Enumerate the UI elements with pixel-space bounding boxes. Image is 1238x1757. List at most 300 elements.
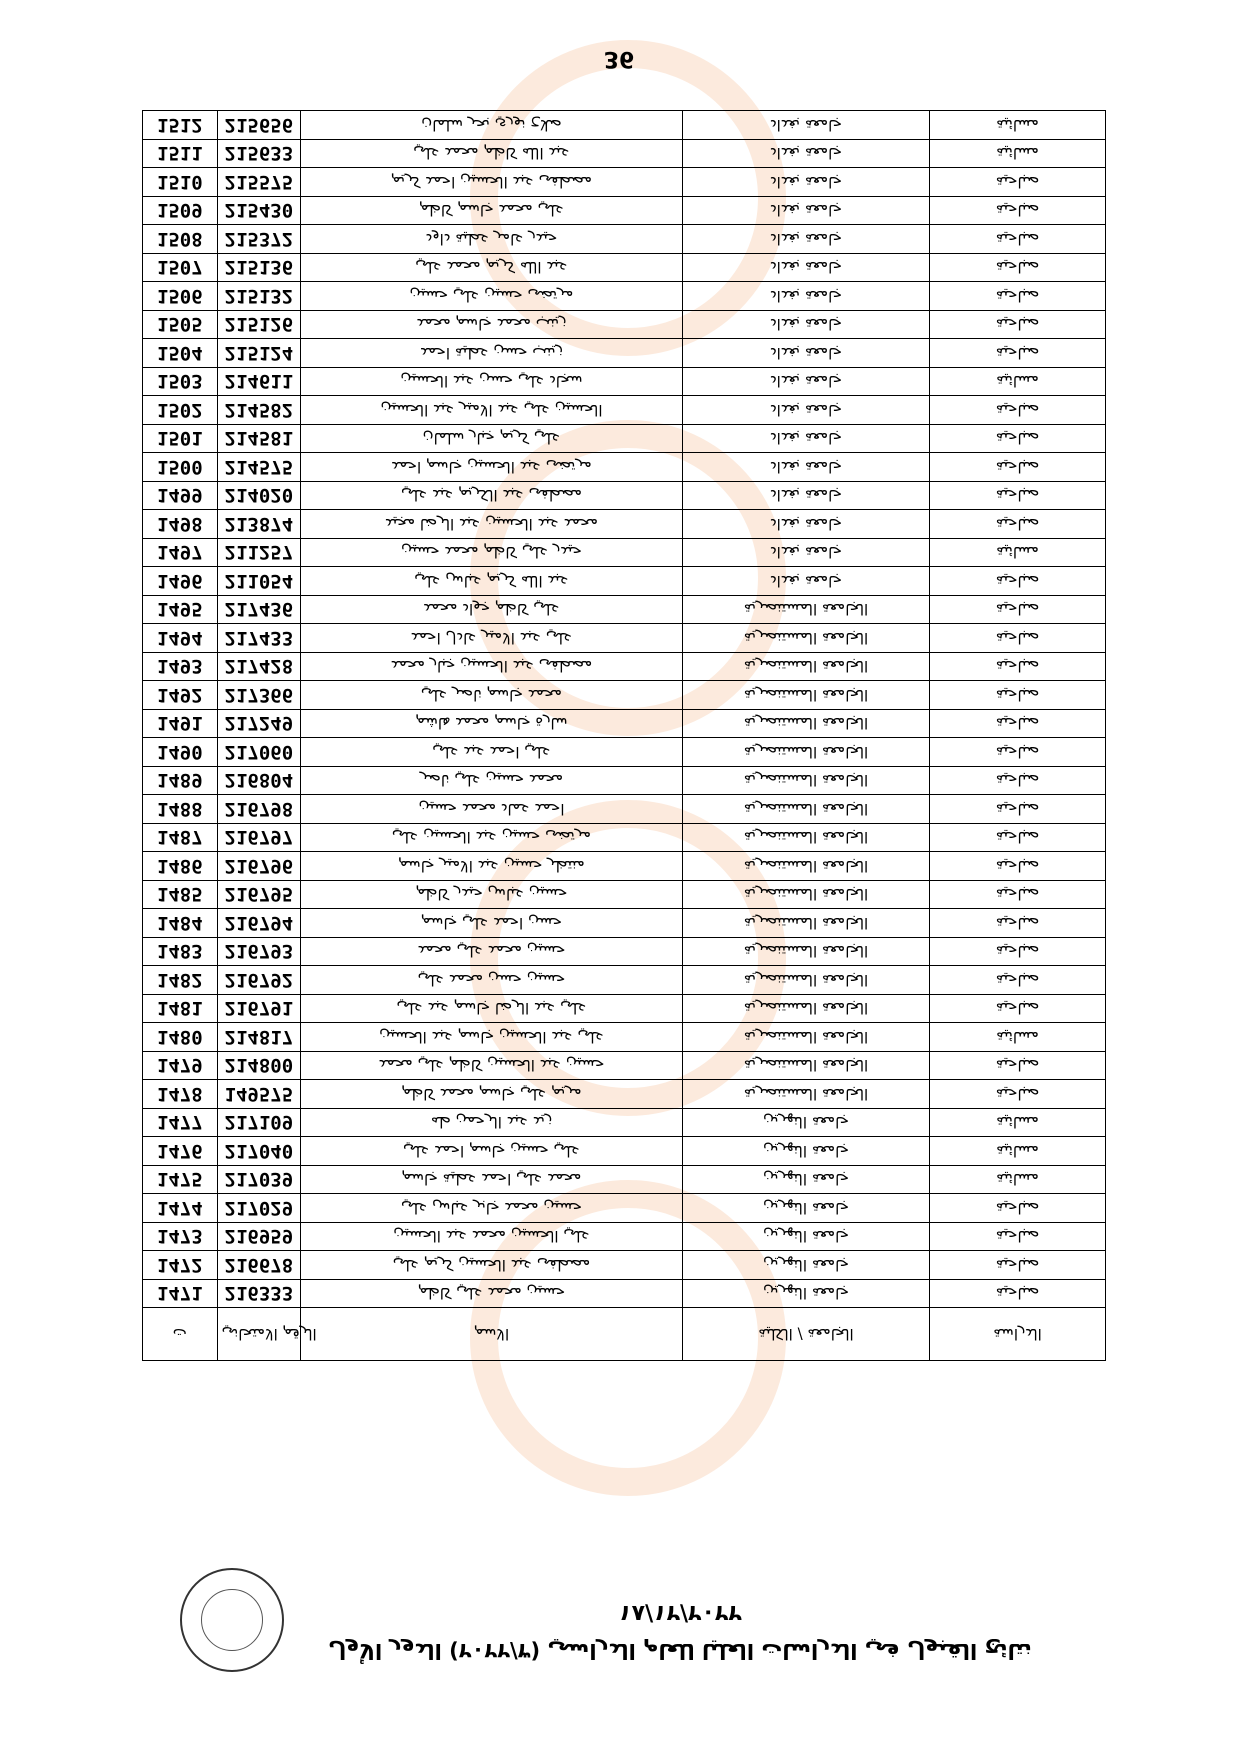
row-name [301, 1194, 683, 1223]
table-row [143, 139, 1106, 168]
row-seq [143, 139, 218, 168]
row-university [682, 196, 929, 225]
row-name-text: حسين عبد الحسين كاظم علي محمد [378, 1056, 605, 1075]
row-university [682, 1051, 929, 1080]
row-seq-text: 1497 [156, 541, 203, 564]
row-seq [143, 282, 218, 311]
row-study [930, 196, 1106, 225]
row-seq [143, 709, 218, 738]
row-study [930, 310, 1106, 339]
row-exam-no [217, 168, 300, 197]
row-university [682, 538, 929, 567]
row-university-text: الجامعة المستنصرية [743, 685, 869, 704]
row-university-text: الجامعة المستنصرية [743, 714, 869, 733]
row-study-text: صباحية [995, 999, 1040, 1018]
row-university [682, 994, 929, 1023]
row-name [301, 453, 683, 482]
row-name-text: علي عبد الحسين جاسم عبد الحسين [379, 1027, 604, 1046]
header-study-text: الدراسة [993, 1325, 1042, 1343]
table-row [143, 1051, 1106, 1080]
row-study [930, 424, 1106, 453]
header-name-text: الاسم [473, 1325, 510, 1343]
row-exam-no-text: 214575 [224, 455, 294, 478]
row-university-text: الجامعة المستنصرية [743, 856, 869, 875]
row-name-text: منتظر حسين عبد الامير جاسم [398, 856, 585, 875]
row-seq-text: 1487 [156, 826, 203, 849]
table-row [143, 396, 1106, 425]
row-seq-text: 1504 [156, 341, 203, 364]
row-exam-no [217, 1137, 300, 1166]
row-name [301, 424, 683, 453]
header-university-text: الجامعة / الكلية [758, 1325, 854, 1343]
row-study-text: صباحية [995, 771, 1040, 790]
row-exam-no-text: 215372 [224, 227, 294, 250]
row-exam-no [217, 880, 300, 909]
row-exam-no [217, 681, 300, 710]
table-row [143, 738, 1106, 767]
table-row [143, 111, 1106, 140]
row-seq [143, 310, 218, 339]
row-seq [143, 595, 218, 624]
row-seq-text: 1480 [156, 1025, 203, 1048]
row-name-text: حسين عباس حيدر كاظم [415, 885, 568, 904]
row-name [301, 1222, 683, 1251]
table-row [143, 1080, 1106, 1109]
table-body [143, 111, 1106, 1308]
row-study-text: صباحية [995, 229, 1040, 248]
table-row [143, 1194, 1106, 1223]
row-seq-text: 1490 [156, 740, 203, 763]
row-study-text: مسائية [996, 372, 1039, 391]
row-exam-no-text: 214020 [224, 484, 294, 507]
row-exam-no [217, 994, 300, 1023]
row-university [682, 453, 929, 482]
row-name-text: علي كاظم جواد محمد [423, 600, 560, 619]
row-name-text: زينب حسن عطية احمد [420, 343, 563, 362]
row-exam-no-text: 215132 [224, 284, 294, 307]
row-name-text: حسن احمد علي جاسم [420, 913, 563, 932]
row-study-text: صباحية [995, 1198, 1040, 1217]
row-exam-no [217, 1251, 300, 1280]
row-seq-text: 1483 [156, 940, 203, 963]
row-university-text: جامعة النهرين [763, 1284, 849, 1303]
row-seq [143, 823, 218, 852]
row-study [930, 909, 1106, 938]
row-university [682, 652, 929, 681]
row-study-text: صباحية [995, 343, 1040, 362]
row-name-text: مصطفى عبد الحسين احمد كريم [390, 172, 593, 191]
row-study [930, 652, 1106, 681]
row-seq [143, 1279, 218, 1308]
row-seq-text: 1500 [156, 455, 203, 478]
row-name-text: احمد عماد محمد حسين [418, 799, 565, 818]
row-name [301, 168, 683, 197]
row-exam-no-text: 216791 [224, 997, 294, 1020]
row-seq-text: 1495 [156, 598, 203, 621]
row-university [682, 937, 929, 966]
row-study [930, 1194, 1106, 1223]
row-exam-no-text: 215126 [224, 313, 294, 336]
table-row [143, 196, 1106, 225]
row-university [682, 396, 929, 425]
row-exam-no-text: 216804 [224, 769, 294, 792]
row-name-text: علي محمد جاسم كاظم [418, 201, 564, 220]
row-study-text: مسائية [996, 144, 1039, 163]
row-name [301, 1051, 683, 1080]
row-university [682, 1251, 929, 1280]
row-study-text: صباحية [995, 657, 1040, 676]
header-seq [143, 1308, 218, 1361]
row-seq [143, 937, 218, 966]
row-seq [143, 1194, 218, 1223]
row-seq-text: 1484 [156, 911, 203, 934]
row-seq-text: 1499 [156, 484, 203, 507]
table-row [143, 852, 1106, 881]
row-seq [143, 652, 218, 681]
table-row [143, 1023, 1106, 1052]
row-study [930, 766, 1106, 795]
row-university [682, 225, 929, 254]
header-seq-text: ت [172, 1325, 187, 1343]
row-seq [143, 538, 218, 567]
row-study-text: صباحية [995, 913, 1040, 932]
row-name [301, 652, 683, 681]
row-university-text: جامعة بغداد [769, 343, 843, 362]
row-university-text: جامعة بغداد [769, 400, 843, 419]
row-study [930, 1251, 1106, 1280]
row-seq-text: 1472 [156, 1253, 203, 1276]
row-exam-no [217, 709, 300, 738]
row-university-text: جامعة بغداد [769, 144, 843, 163]
row-exam-no [217, 966, 300, 995]
row-exam-no-text: 217040 [224, 1139, 294, 1162]
table-row [143, 1137, 1106, 1166]
row-name [301, 310, 683, 339]
row-study-text: صباحية [995, 1284, 1040, 1303]
row-seq-text: 1505 [156, 313, 203, 336]
row-name [301, 282, 683, 311]
row-seq-text: 1475 [156, 1168, 203, 1191]
row-name-text: حيدر عامر عطية داود [425, 229, 558, 248]
row-study [930, 481, 1106, 510]
row-exam-no [217, 937, 300, 966]
row-study-text: صباحية [995, 486, 1040, 505]
row-name-text: حسين محمد علي كاظم [417, 1284, 566, 1303]
row-exam-no [217, 624, 300, 653]
row-name [301, 823, 683, 852]
row-study [930, 823, 1106, 852]
row-university-text: جامعة النهرين [763, 1227, 849, 1246]
row-name-text: مصطفى عبد الكريم عبد علي [400, 486, 583, 505]
row-seq [143, 453, 218, 482]
row-study [930, 567, 1106, 596]
table-row [143, 567, 1106, 596]
row-university [682, 1222, 929, 1251]
row-exam-no [217, 852, 300, 881]
row-seq-text: 1506 [156, 284, 203, 307]
row-study [930, 709, 1106, 738]
seal-inner-ring [201, 1589, 263, 1651]
row-name-text: محمد علي احمد عطية جاسم [401, 1170, 582, 1189]
row-seq-text: 1494 [156, 626, 203, 649]
row-exam-no-text: 213874 [224, 512, 294, 535]
row-name-text: مرتضى عبد الحسين جاسم احمد [391, 457, 592, 476]
row-university-text: جامعة بغداد [769, 486, 843, 505]
row-name-text: عبد الله كريم عباس علي [414, 571, 569, 590]
row-name-text: علي عبد الامير عادل احمد [410, 628, 573, 647]
row-seq-text: 1493 [156, 655, 203, 678]
row-seq-text: 1496 [156, 569, 203, 592]
row-name-text: الحسين علي عبد الامير عبد الحسين [380, 400, 603, 419]
row-name [301, 339, 683, 368]
row-name-text: حسين محمد علي محمد [417, 942, 566, 961]
row-name [301, 937, 683, 966]
row-study [930, 111, 1106, 140]
row-exam-no-text: 217039 [224, 1168, 294, 1191]
row-study-text: صباحية [995, 1255, 1040, 1274]
row-university [682, 766, 929, 795]
row-study-text: مسائية [996, 1113, 1039, 1132]
row-name-text: سجاد علي حسن عبد الحسين [400, 372, 583, 391]
row-seq [143, 909, 218, 938]
table-row [143, 424, 1106, 453]
row-study-text: صباحية [995, 1084, 1040, 1103]
row-name [301, 367, 683, 396]
row-university-text: جامعة النهرين [763, 1170, 849, 1189]
header-exam-no [217, 1308, 317, 1361]
row-study-text: صباحية [995, 1056, 1040, 1075]
row-study-text: صباحية [995, 315, 1040, 334]
row-university [682, 1080, 929, 1109]
table-row [143, 1279, 1106, 1308]
row-university [682, 738, 929, 767]
table-row [143, 966, 1106, 995]
row-exam-no [217, 795, 300, 824]
row-exam-no-text: 217366 [224, 683, 294, 706]
table-row [143, 652, 1106, 681]
row-exam-no-text: 216959 [224, 1225, 294, 1248]
row-seq [143, 880, 218, 909]
row-seq-text: 1488 [156, 797, 203, 820]
row-name-text: محمد حسين علي ناصر [419, 771, 564, 790]
row-exam-no-text: 215633 [224, 142, 294, 165]
row-university-text: الجامعة المستنصرية [743, 1084, 869, 1103]
table-row [143, 310, 1106, 339]
row-university [682, 709, 929, 738]
row-study [930, 1222, 1106, 1251]
row-study-text: صباحية [995, 628, 1040, 647]
row-study-text: صباحية [995, 885, 1040, 904]
row-exam-no-text: 216794 [224, 911, 294, 934]
table-row [143, 282, 1106, 311]
row-exam-no [217, 538, 300, 567]
row-name-text: زيد عبد الرحمن طه [430, 1113, 553, 1132]
row-seq-text: 1507 [156, 256, 203, 279]
row-exam-no [217, 424, 300, 453]
row-study [930, 139, 1106, 168]
row-exam-no [217, 1080, 300, 1109]
row-exam-no [217, 111, 300, 140]
row-name [301, 795, 683, 824]
row-study-text: صباحية [995, 685, 1040, 704]
row-name-text: عبد الله كريم محمد علي [415, 258, 568, 277]
row-seq-text: 1498 [156, 512, 203, 535]
row-exam-no-text: 217029 [224, 1196, 294, 1219]
row-name-text: علي الحسين محمد عبد الحسين [393, 1227, 590, 1246]
row-name [301, 624, 683, 653]
table-row [143, 453, 1106, 482]
row-seq [143, 481, 218, 510]
row-university [682, 1137, 929, 1166]
row-study [930, 595, 1106, 624]
row-study-text: صباحية [995, 286, 1040, 305]
row-seq-text: 1474 [156, 1196, 203, 1219]
row-university [682, 909, 929, 938]
row-exam-no-text: 211257 [224, 541, 294, 564]
table-row [143, 994, 1106, 1023]
row-name-text: مصطفى عبد الحسين كريم علي [392, 1255, 591, 1274]
row-study [930, 852, 1106, 881]
row-university [682, 624, 929, 653]
row-name [301, 595, 683, 624]
row-seq-text: 1479 [156, 1054, 203, 1077]
row-seq-text: 1502 [156, 398, 203, 421]
row-name [301, 510, 683, 539]
row-name [301, 1023, 683, 1052]
row-seq [143, 196, 218, 225]
row-study [930, 1051, 1106, 1080]
row-seq-text: 1486 [156, 854, 203, 877]
row-seq-text: 1492 [156, 683, 203, 706]
row-exam-no [217, 1108, 300, 1137]
row-name-text: محمد عبد الحسين عبد الرضا مجيد [384, 514, 598, 533]
row-study [930, 994, 1106, 1023]
row-university [682, 852, 929, 881]
row-name [301, 1251, 683, 1280]
row-exam-no-text: 217436 [224, 598, 294, 621]
header-study [930, 1308, 1106, 1361]
row-study-text: صباحية [995, 714, 1040, 733]
row-name-text: حيدر علي كاظم محمد حسين [401, 543, 582, 562]
row-study [930, 795, 1106, 824]
row-study [930, 510, 1106, 539]
row-exam-no [217, 310, 300, 339]
row-seq [143, 424, 218, 453]
row-name [301, 681, 683, 710]
row-university-text: الجامعة المستنصرية [743, 885, 869, 904]
row-study [930, 1023, 1106, 1052]
row-exam-no-text: 215656 [224, 113, 294, 136]
row-university-text: جامعة بغداد [769, 372, 843, 391]
row-university-text: جامعة بغداد [769, 258, 843, 277]
row-seq [143, 1137, 218, 1166]
row-name [301, 994, 683, 1023]
row-name [301, 481, 683, 510]
row-name [301, 225, 683, 254]
row-seq [143, 367, 218, 396]
row-exam-no [217, 1279, 300, 1308]
row-seq [143, 510, 218, 539]
row-seq [143, 681, 218, 710]
table-header [143, 1308, 1106, 1361]
row-seq [143, 396, 218, 425]
row-seq-text: 1491 [156, 712, 203, 735]
row-exam-no [217, 652, 300, 681]
row-university-text: الجامعة المستنصرية [743, 742, 869, 761]
row-university-text: جامعة بغداد [769, 543, 843, 562]
table-row [143, 1222, 1106, 1251]
footer-note [300, 1639, 1060, 1663]
row-seq-text: 1508 [156, 227, 203, 250]
row-university-text: الجامعة المستنصرية [743, 799, 869, 818]
row-exam-no [217, 481, 300, 510]
row-seq-text: 1512 [156, 113, 203, 136]
row-university [682, 1165, 929, 1194]
row-study [930, 1279, 1106, 1308]
row-exam-no-text: 214800 [224, 1054, 294, 1077]
row-study-text: مسائية [996, 543, 1039, 562]
row-seq [143, 339, 218, 368]
row-exam-no-text: 214817 [224, 1025, 294, 1048]
table-row [143, 681, 1106, 710]
row-exam-no-text: 215575 [224, 170, 294, 193]
row-university-text: الجامعة المستنصرية [743, 913, 869, 932]
row-exam-no [217, 567, 300, 596]
row-name-text: حسين محمد جابر عباس علي [400, 1198, 582, 1217]
row-university-text: جامعة بغداد [769, 315, 843, 334]
row-exam-no-text: 215430 [224, 199, 294, 222]
row-exam-no [217, 396, 300, 425]
page-number-text: 36 [603, 46, 635, 71]
row-exam-no-text: 216678 [224, 1253, 294, 1276]
row-study [930, 937, 1106, 966]
row-seq [143, 111, 218, 140]
row-university-text: جامعة النهرين [763, 1113, 849, 1132]
row-university [682, 1194, 929, 1223]
table-row [143, 624, 1106, 653]
table-row [143, 795, 1106, 824]
row-exam-no [217, 1165, 300, 1194]
row-seq [143, 1165, 218, 1194]
row-university-text: جامعة بغداد [769, 457, 843, 476]
row-seq-text: 1510 [156, 170, 203, 193]
row-name-text: محمد جاسم ناصر علي [420, 685, 563, 704]
row-seq [143, 253, 218, 282]
row-university-text: الجامعة المستنصرية [743, 600, 869, 619]
table-row [143, 225, 1106, 254]
row-exam-no [217, 823, 300, 852]
row-seq [143, 795, 218, 824]
row-name-text: علي كريم جبار سلمان [422, 429, 561, 448]
row-seq-text: 1477 [156, 1111, 203, 1134]
row-university-text: الجامعة المستنصرية [743, 1056, 869, 1075]
row-study-text: صباحية [995, 799, 1040, 818]
row-name [301, 139, 683, 168]
row-name [301, 852, 683, 881]
table-row [143, 595, 1106, 624]
table-row [143, 481, 1106, 510]
row-seq-text: 1476 [156, 1139, 203, 1162]
row-exam-no [217, 1051, 300, 1080]
row-seq-text: 1481 [156, 997, 203, 1020]
row-seq-text: 1501 [156, 427, 203, 450]
row-university-text: الجامعة المستنصرية [743, 999, 869, 1018]
row-study-text: صباحية [995, 742, 1040, 761]
row-seq [143, 852, 218, 881]
row-university [682, 510, 929, 539]
row-university [682, 681, 929, 710]
row-exam-no-text: 216795 [224, 883, 294, 906]
